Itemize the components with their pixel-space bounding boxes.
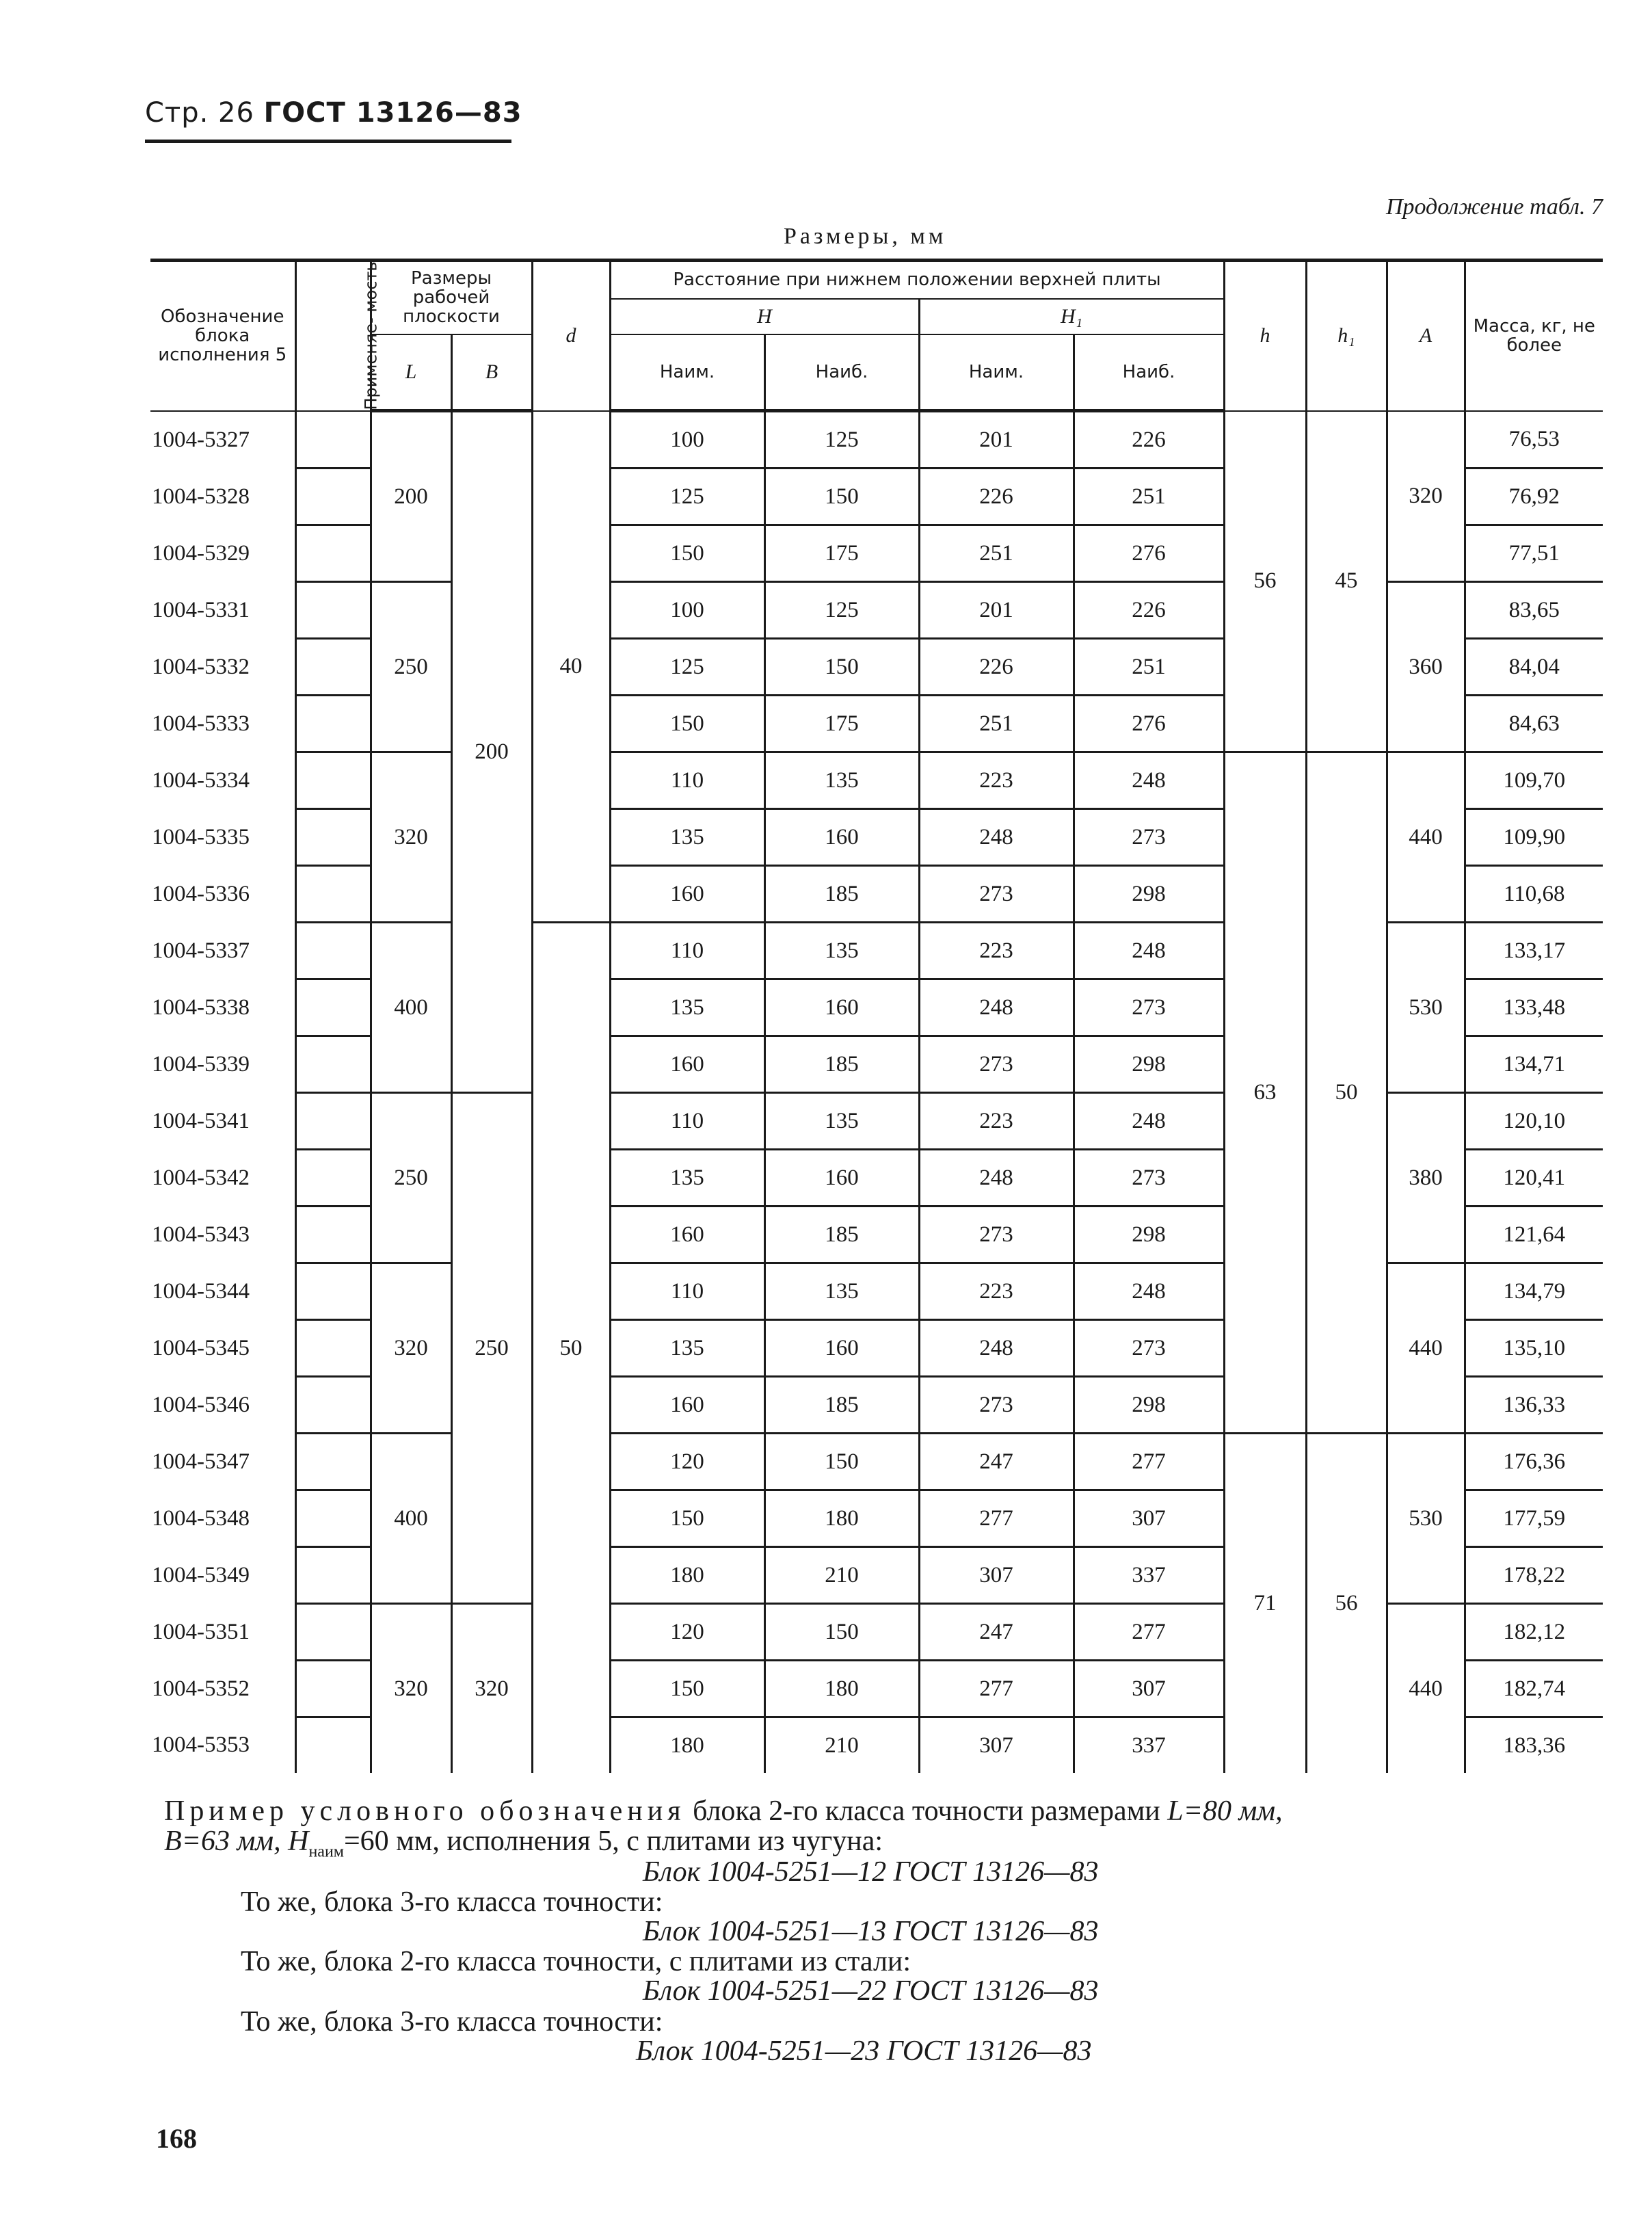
cell-h1-min: 273 xyxy=(919,866,1074,923)
cell-a: 440 xyxy=(1387,1604,1465,1774)
cell-h-max: 160 xyxy=(764,1320,919,1377)
cell-h-max: 175 xyxy=(764,696,919,752)
col-B: B xyxy=(451,334,532,411)
cell-mass: 121,64 xyxy=(1465,1207,1603,1263)
cell-b: 200 xyxy=(451,411,532,1093)
cell-designation: 1004-5337 xyxy=(152,938,250,963)
col-H-max: Наиб. xyxy=(764,334,919,411)
cell-h1-min: 247 xyxy=(919,1604,1074,1661)
col-applicability-label: Применяе- мость xyxy=(361,261,381,410)
cell-h1-max: 273 xyxy=(1074,1320,1224,1377)
cell-l: 320 xyxy=(371,752,451,923)
cell-h1-max: 276 xyxy=(1074,696,1224,752)
col-H1-min: Наим. xyxy=(919,334,1074,411)
cell-a: 440 xyxy=(1387,1263,1465,1434)
cell-h-min: 120 xyxy=(610,1434,764,1490)
col-H: H xyxy=(610,299,919,334)
cell-h-max: 150 xyxy=(764,469,919,525)
cell-mass: 83,65 xyxy=(1465,582,1603,639)
col-L: L xyxy=(371,334,451,411)
cell-applicability xyxy=(295,979,371,1036)
table-row xyxy=(150,411,1603,469)
cell-l: 400 xyxy=(371,923,451,1093)
example-text1: блока 2-го класса точности размерами xyxy=(685,1795,1168,1827)
header-rule xyxy=(145,140,511,143)
cell-designation: 1004-5331 xyxy=(152,597,250,622)
cell-h-max: 185 xyxy=(764,1036,919,1093)
cell-h-max: 185 xyxy=(764,866,919,923)
cell-h1-min: 248 xyxy=(919,1150,1074,1207)
cell-h1-max: 277 xyxy=(1074,1434,1224,1490)
cell-applicability xyxy=(295,1377,371,1434)
cell-applicability xyxy=(295,923,371,979)
cell-h1-max: 273 xyxy=(1074,979,1224,1036)
cell-applicability xyxy=(295,809,371,866)
col-applicability xyxy=(295,261,381,411)
cell-h-max: 175 xyxy=(764,525,919,582)
cell-h1-min: 223 xyxy=(919,1093,1074,1150)
standard-code: ГОСТ 13126—83 xyxy=(263,97,522,129)
cell-h-max: 185 xyxy=(764,1207,919,1263)
cell-h-min: 100 xyxy=(610,411,764,469)
cell-mass: 183,36 xyxy=(1465,1717,1603,1774)
example-designation-2: Блок 1004-5251—13 ГОСТ 13126—83 xyxy=(643,1916,1099,1947)
cell-h1-min: 248 xyxy=(919,979,1074,1036)
example-designation-4: Блок 1004-5251—23 ГОСТ 13126—83 xyxy=(636,2035,1092,2067)
cell-b: 250 xyxy=(451,1093,532,1604)
page-label: Стр. 26 xyxy=(145,97,254,129)
cell-mass: 76,53 xyxy=(1465,411,1603,469)
example-text2: =60 мм, исполнения 5, с плитами из чугуна: xyxy=(343,1826,883,1857)
cell-h1-max: 251 xyxy=(1074,469,1224,525)
cell-designation: 1004-5346 xyxy=(152,1392,250,1417)
cell-a: 320 xyxy=(1387,411,1465,582)
cell-h1-min: 273 xyxy=(919,1377,1074,1434)
note-line-3: То же, блока 2-го класса точности, с плитами из стали: xyxy=(241,1946,911,1977)
cell-h-min: 135 xyxy=(610,809,764,866)
cell-h1-min: 223 xyxy=(919,1263,1074,1320)
cell-h1-min: 223 xyxy=(919,752,1074,809)
example-L: L=80 мм, xyxy=(1167,1795,1283,1827)
cell-designation: 1004-5343 xyxy=(152,1222,250,1247)
cell-mass: 120,41 xyxy=(1465,1150,1603,1207)
cell-designation: 1004-5342 xyxy=(152,1165,250,1190)
cell-applicability xyxy=(295,1036,371,1093)
cell-h-max: 125 xyxy=(764,582,919,639)
cell-h1-max: 307 xyxy=(1074,1490,1224,1547)
cell-applicability xyxy=(295,1661,371,1717)
cell-mass: 109,70 xyxy=(1465,752,1603,809)
cell-h-min: 135 xyxy=(610,1320,764,1377)
cell-h-min: 150 xyxy=(610,525,764,582)
cell-h1-max: 226 xyxy=(1074,582,1224,639)
cell-applicability xyxy=(295,582,371,639)
cell-applicability xyxy=(295,752,371,809)
cell-designation: 1004-5341 xyxy=(152,1108,250,1133)
cell-designation: 1004-5345 xyxy=(152,1335,250,1360)
cell-h-max: 180 xyxy=(764,1661,919,1717)
cell-a: 530 xyxy=(1387,1434,1465,1604)
cell-h-min: 160 xyxy=(610,866,764,923)
cell-designation: 1004-5339 xyxy=(152,1051,250,1077)
cell-b: 320 xyxy=(451,1604,532,1774)
cell-h1-min: 226 xyxy=(919,469,1074,525)
cell-mass: 134,79 xyxy=(1465,1263,1603,1320)
cell-applicability xyxy=(295,1604,371,1661)
cell-h1: 45 xyxy=(1306,411,1387,752)
cell-h1-min: 273 xyxy=(919,1036,1074,1093)
cell-designation: 1004-5327 xyxy=(152,427,250,452)
cell-a: 530 xyxy=(1387,923,1465,1093)
cell-designation: 1004-5333 xyxy=(152,711,250,736)
col-H1-max: Наиб. xyxy=(1074,334,1224,411)
cell-h-max: 125 xyxy=(764,411,919,469)
cell-applicability xyxy=(295,1490,371,1547)
cell-mass: 109,90 xyxy=(1465,809,1603,866)
col-distance: Расстояние при нижнем положении верхней плиты xyxy=(610,261,1224,299)
cell-mass: 135,10 xyxy=(1465,1320,1603,1377)
cell-h1-max: 273 xyxy=(1074,809,1224,866)
example-designation-3: Блок 1004-5251—22 ГОСТ 13126—83 xyxy=(643,1975,1099,2007)
cell-h1: 56 xyxy=(1306,1434,1387,1774)
cell-h1-max: 298 xyxy=(1074,1036,1224,1093)
cell-h1-max: 248 xyxy=(1074,923,1224,979)
col-h1: h₁ xyxy=(1306,261,1387,411)
cell-mass: 136,33 xyxy=(1465,1377,1603,1434)
cell-d: 50 xyxy=(532,923,610,1774)
cell-applicability xyxy=(295,525,371,582)
cell-applicability xyxy=(295,1547,371,1604)
cell-designation: 1004-5351 xyxy=(152,1619,250,1644)
cell-a: 380 xyxy=(1387,1093,1465,1263)
cell-h-min: 135 xyxy=(610,979,764,1036)
cell-h-max: 150 xyxy=(764,1434,919,1490)
cell-mass: 110,68 xyxy=(1465,866,1603,923)
col-work-plane: Размеры рабочей плоскости xyxy=(371,261,532,334)
cell-h-min: 160 xyxy=(610,1207,764,1263)
cell-mass: 120,10 xyxy=(1465,1093,1603,1150)
cell-mass: 133,48 xyxy=(1465,979,1603,1036)
table-row xyxy=(150,1434,1603,1490)
cell-h1-max: 337 xyxy=(1074,1717,1224,1774)
cell-h1-max: 248 xyxy=(1074,1093,1224,1150)
cell-h-min: 150 xyxy=(610,1490,764,1547)
cell-h-min: 180 xyxy=(610,1547,764,1604)
cell-h-max: 180 xyxy=(764,1490,919,1547)
cell-h1-min: 251 xyxy=(919,696,1074,752)
cell-h-min: 150 xyxy=(610,1661,764,1717)
cell-h-max: 135 xyxy=(764,1093,919,1150)
cell-designation: 1004-5329 xyxy=(152,540,250,566)
cell-mass: 178,22 xyxy=(1465,1547,1603,1604)
cell-designation: 1004-5349 xyxy=(152,1562,250,1587)
cell-h1-min: 248 xyxy=(919,809,1074,866)
cell-applicability xyxy=(295,1434,371,1490)
cell-mass: 176,36 xyxy=(1465,1434,1603,1490)
cell-h-max: 185 xyxy=(764,1377,919,1434)
table-row xyxy=(150,752,1603,809)
cell-h1-max: 298 xyxy=(1074,1207,1224,1263)
cell-h-min: 125 xyxy=(610,639,764,696)
col-d: d xyxy=(532,261,610,411)
cell-h-min: 110 xyxy=(610,752,764,809)
col-H-min: Наим. xyxy=(610,334,764,411)
cell-h-max: 160 xyxy=(764,809,919,866)
cell-h1-max: 248 xyxy=(1074,752,1224,809)
cell-h1-max: 273 xyxy=(1074,1150,1224,1207)
cell-h-min: 160 xyxy=(610,1036,764,1093)
cell-h1-min: 247 xyxy=(919,1434,1074,1490)
cell-h-max: 150 xyxy=(764,639,919,696)
cell-h-max: 150 xyxy=(764,1604,919,1661)
cell-applicability xyxy=(295,639,371,696)
cell-h1-max: 251 xyxy=(1074,639,1224,696)
cell-h1-max: 298 xyxy=(1074,1377,1224,1434)
cell-h-min: 135 xyxy=(610,1150,764,1207)
cell-applicability xyxy=(295,1320,371,1377)
col-h: h xyxy=(1224,261,1306,411)
example-H-sub: наим xyxy=(308,1843,344,1861)
cell-designation: 1004-5332 xyxy=(152,654,250,679)
cell-h1-min: 251 xyxy=(919,525,1074,582)
cell-h: 63 xyxy=(1224,752,1306,1434)
cell-h-max: 210 xyxy=(764,1717,919,1774)
cell-a: 440 xyxy=(1387,752,1465,923)
cell-l: 250 xyxy=(371,1093,451,1263)
cell-designation: 1004-5338 xyxy=(152,994,250,1020)
cell-applicability xyxy=(295,411,371,469)
table-units: Размеры, мм xyxy=(784,224,947,249)
cell-d: 40 xyxy=(532,411,610,923)
cell-applicability xyxy=(295,469,371,525)
cell-designation: 1004-5352 xyxy=(152,1676,250,1701)
cell-h1-min: 223 xyxy=(919,923,1074,979)
cell-h1-min: 226 xyxy=(919,639,1074,696)
cell-applicability xyxy=(295,1207,371,1263)
cell-designation: 1004-5348 xyxy=(152,1505,250,1531)
cell-h1-max: 337 xyxy=(1074,1547,1224,1604)
cell-h-min: 125 xyxy=(610,469,764,525)
cell-mass: 182,74 xyxy=(1465,1661,1603,1717)
cell-mass: 177,59 xyxy=(1465,1490,1603,1547)
cell-h-max: 135 xyxy=(764,752,919,809)
table-body xyxy=(150,411,1603,1774)
cell-mass: 84,04 xyxy=(1465,639,1603,696)
table-continuation: Продолжение табл. 7 xyxy=(1385,194,1603,220)
cell-h1: 50 xyxy=(1306,752,1387,1434)
cell-h1-min: 248 xyxy=(919,1320,1074,1377)
col-A: A xyxy=(1387,261,1465,411)
page-number: 168 xyxy=(156,2123,197,2154)
cell-l: 320 xyxy=(371,1604,451,1774)
note-line-4: То же, блока 3-го класса точности: xyxy=(241,2006,663,2038)
cell-applicability xyxy=(295,1717,371,1774)
cell-applicability xyxy=(295,1093,371,1150)
cell-h1-min: 273 xyxy=(919,1207,1074,1263)
dimensions-table xyxy=(150,259,1603,1773)
page-header xyxy=(145,97,522,129)
example-B: B=63 мм, xyxy=(164,1826,289,1857)
cell-a: 360 xyxy=(1387,582,1465,752)
cell-h-min: 110 xyxy=(610,923,764,979)
cell-h: 71 xyxy=(1224,1434,1306,1774)
note-line-2: То же, блока 3-го класса точности: xyxy=(241,1886,663,1918)
cell-applicability xyxy=(295,1150,371,1207)
cell-h1-max: 226 xyxy=(1074,411,1224,469)
example-H: H xyxy=(288,1826,309,1857)
cell-h1-min: 277 xyxy=(919,1661,1074,1717)
cell-h-max: 160 xyxy=(764,979,919,1036)
cell-h1-max: 307 xyxy=(1074,1661,1224,1717)
cell-l: 400 xyxy=(371,1434,451,1604)
cell-h-min: 110 xyxy=(610,1263,764,1320)
cell-h-min: 160 xyxy=(610,1377,764,1434)
cell-designation: 1004-5344 xyxy=(152,1278,250,1304)
cell-h1-min: 277 xyxy=(919,1490,1074,1547)
cell-designation: 1004-5347 xyxy=(152,1449,250,1474)
cell-h1-min: 201 xyxy=(919,582,1074,639)
cell-designation: 1004-5335 xyxy=(152,824,250,849)
cell-designation: 1004-5353 xyxy=(152,1732,250,1757)
cell-h: 56 xyxy=(1224,411,1306,752)
cell-h-min: 120 xyxy=(610,1604,764,1661)
cell-h-min: 150 xyxy=(610,696,764,752)
cell-mass: 76,92 xyxy=(1465,469,1603,525)
cell-h-max: 135 xyxy=(764,1263,919,1320)
cell-mass: 182,12 xyxy=(1465,1604,1603,1661)
cell-h1-max: 248 xyxy=(1074,1263,1224,1320)
example-lead: Пример условного обозначения xyxy=(164,1795,686,1827)
cell-h-min: 110 xyxy=(610,1093,764,1150)
example-designation-1: Блок 1004-5251—12 ГОСТ 13126—83 xyxy=(643,1856,1099,1888)
cell-mass: 84,63 xyxy=(1465,696,1603,752)
cell-h1-max: 277 xyxy=(1074,1604,1224,1661)
cell-designation: 1004-5334 xyxy=(152,767,250,793)
cell-mass: 77,51 xyxy=(1465,525,1603,582)
cell-h1-min: 201 xyxy=(919,411,1074,469)
cell-mass: 133,17 xyxy=(1465,923,1603,979)
cell-h-min: 180 xyxy=(610,1717,764,1774)
cell-l: 200 xyxy=(371,411,451,582)
col-designation: Обозначение блока исполнения 5 xyxy=(150,261,295,411)
cell-designation: 1004-5328 xyxy=(152,484,250,509)
cell-h1-min: 307 xyxy=(919,1717,1074,1774)
col-mass: Масса, кг, не более xyxy=(1465,261,1603,411)
cell-h-max: 135 xyxy=(764,923,919,979)
cell-mass: 134,71 xyxy=(1465,1036,1603,1093)
cell-h1-max: 298 xyxy=(1074,866,1224,923)
cell-applicability xyxy=(295,1263,371,1320)
cell-applicability xyxy=(295,696,371,752)
cell-h-max: 160 xyxy=(764,1150,919,1207)
cell-designation: 1004-5336 xyxy=(152,881,250,906)
cell-l: 250 xyxy=(371,582,451,752)
cell-l: 320 xyxy=(371,1263,451,1434)
cell-h1-min: 307 xyxy=(919,1547,1074,1604)
cell-h1-max: 276 xyxy=(1074,525,1224,582)
cell-h-max: 210 xyxy=(764,1547,919,1604)
cell-h-min: 100 xyxy=(610,582,764,639)
cell-applicability xyxy=(295,866,371,923)
col-H1: H₁ xyxy=(919,299,1224,334)
